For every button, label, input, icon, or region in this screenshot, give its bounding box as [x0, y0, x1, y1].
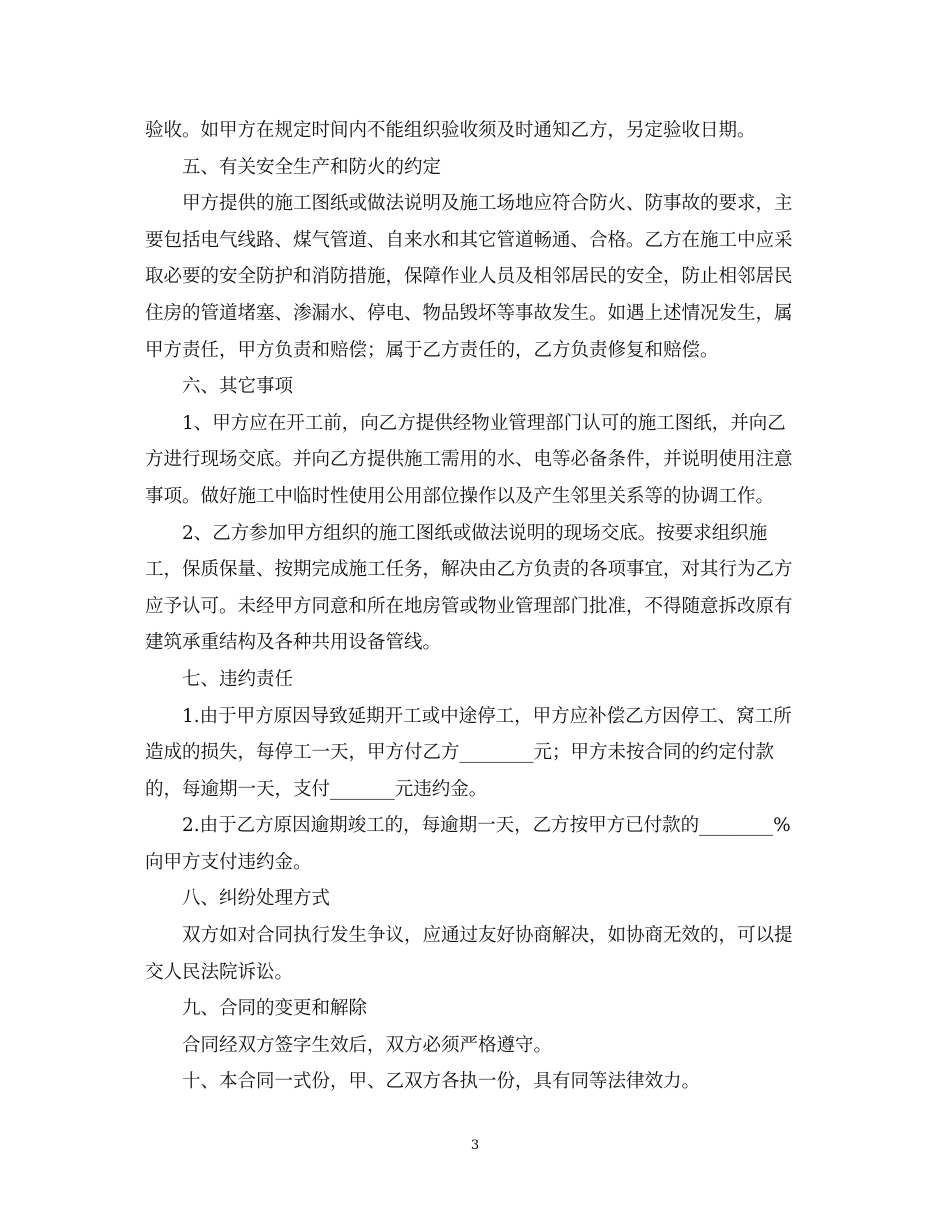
body-line: 2.由于乙方原因逾期竣工的，每逾期一天，乙方按甲方已付款的________% [182, 815, 791, 837]
section-heading-6: 六、其它事项 [182, 376, 294, 398]
body-line: 验收。如甲方在规定时间内不能组织验收须及时通知乙方，另定验收日期。 [145, 120, 756, 141]
body-line: 住房的管道堵塞、渗漏水、停电、物品毁坏等事故发生。如遇上述情况发生，属 [145, 302, 793, 324]
body-line: 甲方提供的施工图纸或做法说明及施工场地应符合防火、防事故的要求，主 [182, 193, 793, 215]
body-line: 1、甲方应在开工前，向乙方提供经物业管理部门认可的施工图纸，并向乙 [182, 412, 786, 434]
body-line: 要包括电气线路、煤气管道、自来水和其它管道畅通、合格。乙方在施工中应采 [145, 229, 793, 251]
body-line: 合同经双方签字生效后，双方必须严格遵守。 [182, 1034, 553, 1056]
page-number: 3 [470, 1138, 480, 1153]
body-line: 应予认可。未经甲方同意和所在地房管或物业管理部门批准，不得随意拆改原有 [145, 595, 793, 617]
body-line: 向甲方支付违约金。 [145, 851, 312, 873]
body-line: 2、乙方参加甲方组织的施工图纸或做法说明的现场交底。按要求组织施 [182, 522, 768, 544]
body-line: 工，保质保量、按期完成施工任务，解决由乙方负责的各项事宜，对其行为乙方 [145, 559, 793, 581]
body-line: 建筑承重结构及各种共用设备管线。 [145, 632, 442, 654]
body-line: 方进行现场交底。并向乙方提供施工需用的水、电等必备条件，并说明使用注意 [145, 449, 793, 471]
document-body [145, 113, 805, 1101]
section-heading-5: 五、有关安全生产和防火的约定 [182, 156, 442, 178]
body-line: 甲方责任，甲方负责和赔偿；属于乙方责任的，乙方负责修复和赔偿。 [145, 339, 719, 361]
body-line: 交人民法院诉讼。 [145, 961, 294, 983]
section-heading-9: 九、合同的变更和解除 [182, 998, 368, 1020]
section-heading-8: 八、纠纷处理方式 [182, 888, 331, 910]
body-line: 造成的损失，每停工一天，甲方付乙方________元；甲方未按合同的约定付款 [145, 742, 775, 764]
body-line: 双方如对合同执行发生争议，应通过友好协商解决，如协商无效的，可以提 [182, 925, 793, 947]
body-line: 的，每逾期一天，支付_______元违约金。 [145, 778, 488, 800]
section-heading-7: 七、违约责任 [182, 668, 294, 690]
body-line: 事项。做好施工中临时性使用公用部位操作以及产生邻里关系等的协调工作。 [145, 485, 775, 507]
body-line: 取必要的安全防护和消防措施，保障作业人员及相邻居民的安全，防止相邻居民 [145, 266, 793, 288]
section-heading-10: 十、本合同一式份，甲、乙双方各执一份，具有同等法律效力。 [182, 1071, 701, 1093]
body-line: 1.由于甲方原因导致延期开工或中途停工，甲方应补偿乙方因停工、窝工所 [182, 705, 792, 727]
